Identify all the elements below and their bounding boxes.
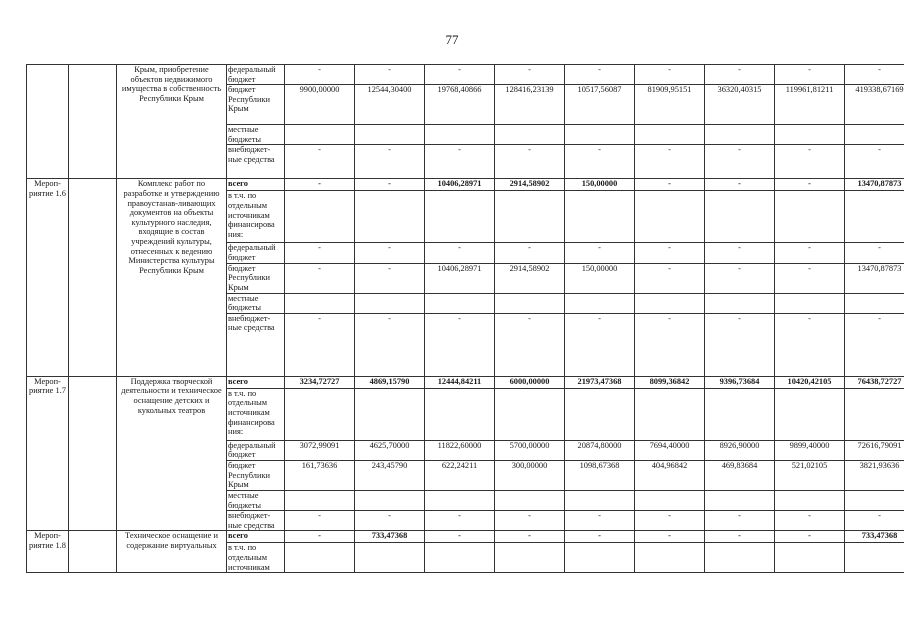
- year-value-cell: 9900,00000: [285, 85, 355, 125]
- year-value-cell: [355, 125, 425, 145]
- year-value-cell: 4869,15790: [355, 376, 425, 388]
- year-value-cell: -: [705, 263, 775, 293]
- year-value-cell: -: [285, 243, 355, 263]
- total-value-cell: 13470,87873: [845, 263, 904, 293]
- year-value-cell: 12444,84211: [425, 376, 495, 388]
- year-value-cell: [635, 293, 705, 313]
- year-value-cell: -: [705, 179, 775, 191]
- year-value-cell: -: [565, 511, 635, 531]
- year-value-cell: -: [285, 65, 355, 85]
- year-value-cell: -: [285, 511, 355, 531]
- year-value-cell: 4625,70000: [355, 440, 425, 460]
- year-value-cell: -: [425, 145, 495, 179]
- year-value-cell: 404,96842: [635, 460, 705, 490]
- year-value-cell: 2914,58902: [495, 263, 565, 293]
- year-value-cell: 243,45790: [355, 460, 425, 490]
- year-value-cell: [705, 191, 775, 243]
- year-value-cell: -: [495, 65, 565, 85]
- funding-source-cell: внебюджет-ные средства: [227, 145, 285, 179]
- year-value-cell: [705, 293, 775, 313]
- year-value-cell: -: [425, 531, 495, 543]
- year-value-cell: [355, 490, 425, 510]
- year-value-cell: -: [775, 65, 845, 85]
- measure-name-cell: Комплекс работ по разработке и утверждению правоустанав-ливающих документов на объекты культурного наследия, входящие в состав учреждений культуры, отнесенных к ведению Министерства культуры Республики Крым: [117, 179, 227, 376]
- year-value-cell: -: [285, 145, 355, 179]
- year-value-cell: -: [705, 313, 775, 376]
- year-value-cell: 11822,60000: [425, 440, 495, 460]
- year-value-cell: 2914,58902: [495, 179, 565, 191]
- total-value-cell: 733,47368: [845, 531, 904, 543]
- measure-code-cell: Мероп-риятие 1.7: [27, 376, 69, 531]
- funding-source-cell: в т.ч. по отдельным источникам финансирова ния:: [227, 388, 285, 440]
- responsible-cell: [69, 179, 117, 376]
- total-value-cell: -: [845, 243, 904, 263]
- year-value-cell: -: [775, 313, 845, 376]
- year-value-cell: 161,73636: [285, 460, 355, 490]
- year-value-cell: 36320,40315: [705, 85, 775, 125]
- year-value-cell: 10420,42105: [775, 376, 845, 388]
- year-value-cell: [285, 490, 355, 510]
- year-value-cell: [565, 293, 635, 313]
- year-value-cell: -: [355, 511, 425, 531]
- year-value-cell: -: [775, 511, 845, 531]
- year-value-cell: -: [495, 511, 565, 531]
- funding-source-cell: бюджет Республики Крым: [227, 460, 285, 490]
- year-value-cell: [635, 388, 705, 440]
- year-value-cell: -: [285, 531, 355, 543]
- year-value-cell: -: [495, 145, 565, 179]
- year-value-cell: -: [775, 531, 845, 543]
- year-value-cell: 521,02105: [775, 460, 845, 490]
- year-value-cell: -: [355, 179, 425, 191]
- year-value-cell: -: [425, 313, 495, 376]
- total-value-cell: [845, 125, 904, 145]
- year-value-cell: 469,83684: [705, 460, 775, 490]
- total-value-cell: [845, 490, 904, 510]
- funding-source-cell: всего: [227, 376, 285, 388]
- measure-code-cell: [27, 65, 69, 179]
- measure-name-cell: Крым, приобретение объектов недвижимого имущества в собственность Республики Крым: [117, 65, 227, 179]
- year-value-cell: -: [355, 243, 425, 263]
- year-value-cell: [425, 388, 495, 440]
- year-value-cell: -: [705, 531, 775, 543]
- year-value-cell: [565, 191, 635, 243]
- year-value-cell: [495, 490, 565, 510]
- year-value-cell: [775, 490, 845, 510]
- year-value-cell: -: [565, 65, 635, 85]
- year-value-cell: [285, 543, 355, 573]
- table-row: [27, 376, 904, 388]
- year-value-cell: -: [355, 65, 425, 85]
- year-value-cell: 9396,73684: [705, 376, 775, 388]
- year-value-cell: 128416,23139: [495, 85, 565, 125]
- funding-source-cell: федеральный бюджет: [227, 440, 285, 460]
- year-value-cell: 19768,40866: [425, 85, 495, 125]
- funding-source-cell: федеральный бюджет: [227, 65, 285, 85]
- year-value-cell: -: [425, 511, 495, 531]
- year-value-cell: [565, 125, 635, 145]
- measure-name-cell: Поддержка творческой деятельности и техническое оснащение детских и кукольных театров: [117, 376, 227, 531]
- total-value-cell: [845, 293, 904, 313]
- year-value-cell: [425, 293, 495, 313]
- funding-source-cell: федеральный бюджет: [227, 243, 285, 263]
- year-value-cell: 8099,36842: [635, 376, 705, 388]
- year-value-cell: -: [635, 263, 705, 293]
- year-value-cell: -: [565, 531, 635, 543]
- year-value-cell: [565, 388, 635, 440]
- year-value-cell: [635, 543, 705, 573]
- responsible-cell: [69, 531, 117, 573]
- total-value-cell: 3821,93636: [845, 460, 904, 490]
- year-value-cell: 10517,56087: [565, 85, 635, 125]
- measure-code-cell: Мероп-риятие 1.6: [27, 179, 69, 376]
- year-value-cell: 1098,67368: [565, 460, 635, 490]
- year-value-cell: -: [705, 511, 775, 531]
- year-value-cell: 21973,47368: [565, 376, 635, 388]
- year-value-cell: 119961,81211: [775, 85, 845, 125]
- year-value-cell: 81909,95151: [635, 85, 705, 125]
- year-value-cell: -: [635, 179, 705, 191]
- table-row: [27, 179, 904, 191]
- year-value-cell: -: [425, 243, 495, 263]
- table-row: [27, 65, 904, 85]
- year-value-cell: 6000,00000: [495, 376, 565, 388]
- year-value-cell: -: [635, 65, 705, 85]
- total-value-cell: [845, 388, 904, 440]
- year-value-cell: -: [775, 145, 845, 179]
- year-value-cell: [285, 125, 355, 145]
- year-value-cell: -: [565, 145, 635, 179]
- year-value-cell: 10406,28971: [425, 263, 495, 293]
- year-value-cell: [355, 191, 425, 243]
- year-value-cell: -: [635, 313, 705, 376]
- year-value-cell: [705, 388, 775, 440]
- year-value-cell: -: [355, 263, 425, 293]
- year-value-cell: -: [355, 313, 425, 376]
- year-value-cell: -: [775, 263, 845, 293]
- funding-source-cell: местные бюджеты: [227, 490, 285, 510]
- year-value-cell: [495, 388, 565, 440]
- total-value-cell: 76438,72727: [845, 376, 904, 388]
- year-value-cell: -: [285, 263, 355, 293]
- year-value-cell: -: [775, 179, 845, 191]
- year-value-cell: 7694,40000: [635, 440, 705, 460]
- year-value-cell: 20874,80000: [565, 440, 635, 460]
- year-value-cell: [775, 543, 845, 573]
- funding-source-cell: всего: [227, 531, 285, 543]
- year-value-cell: -: [565, 313, 635, 376]
- year-value-cell: [635, 191, 705, 243]
- year-value-cell: -: [285, 179, 355, 191]
- funding-source-cell: в т.ч. по отдельным источникам: [227, 543, 285, 573]
- year-value-cell: [425, 490, 495, 510]
- year-value-cell: [355, 293, 425, 313]
- year-value-cell: 622,24211: [425, 460, 495, 490]
- year-value-cell: 150,00000: [565, 263, 635, 293]
- total-value-cell: 419338,67169: [845, 85, 904, 125]
- total-value-cell: -: [845, 65, 904, 85]
- funding-source-cell: всего: [227, 179, 285, 191]
- funding-source-cell: внебюджет-ные средства: [227, 511, 285, 531]
- year-value-cell: [425, 125, 495, 145]
- table-row: [27, 531, 904, 543]
- total-value-cell: -: [845, 313, 904, 376]
- year-value-cell: 12544,30400: [355, 85, 425, 125]
- total-value-cell: [845, 191, 904, 243]
- funding-source-cell: местные бюджеты: [227, 293, 285, 313]
- year-value-cell: [495, 293, 565, 313]
- year-value-cell: [285, 293, 355, 313]
- year-value-cell: [635, 490, 705, 510]
- responsible-cell: [69, 376, 117, 531]
- funding-source-cell: бюджет Республики Крым: [227, 263, 285, 293]
- year-value-cell: 8926,90000: [705, 440, 775, 460]
- year-value-cell: [355, 388, 425, 440]
- year-value-cell: [425, 543, 495, 573]
- year-value-cell: -: [355, 145, 425, 179]
- year-value-cell: -: [495, 243, 565, 263]
- year-value-cell: 5700,00000: [495, 440, 565, 460]
- measure-code-cell: Мероп-риятие 1.8: [27, 531, 69, 573]
- year-value-cell: -: [565, 243, 635, 263]
- financing-table: [26, 64, 904, 573]
- year-value-cell: -: [705, 145, 775, 179]
- year-value-cell: 9899,40000: [775, 440, 845, 460]
- year-value-cell: [565, 543, 635, 573]
- year-value-cell: -: [425, 65, 495, 85]
- year-value-cell: -: [285, 313, 355, 376]
- funding-source-cell: бюджет Республики Крым: [227, 85, 285, 125]
- year-value-cell: [775, 293, 845, 313]
- year-value-cell: -: [775, 243, 845, 263]
- total-value-cell: 72616,79091: [845, 440, 904, 460]
- year-value-cell: -: [635, 145, 705, 179]
- year-value-cell: -: [635, 243, 705, 263]
- year-value-cell: [495, 543, 565, 573]
- year-value-cell: [495, 191, 565, 243]
- year-value-cell: 3234,72727: [285, 376, 355, 388]
- measure-name-cell: Техническое оснащение и содержание виртуальных: [117, 531, 227, 573]
- year-value-cell: [775, 191, 845, 243]
- year-value-cell: [705, 490, 775, 510]
- year-value-cell: 733,47368: [355, 531, 425, 543]
- year-value-cell: [495, 125, 565, 145]
- year-value-cell: -: [705, 65, 775, 85]
- year-value-cell: [285, 388, 355, 440]
- responsible-cell: [69, 65, 117, 179]
- year-value-cell: [285, 191, 355, 243]
- year-value-cell: -: [705, 243, 775, 263]
- year-value-cell: -: [635, 531, 705, 543]
- funding-source-cell: местные бюджеты: [227, 125, 285, 145]
- year-value-cell: 3072,99091: [285, 440, 355, 460]
- total-value-cell: [845, 543, 904, 573]
- year-value-cell: 300,00000: [495, 460, 565, 490]
- page-number: 77: [445, 32, 459, 47]
- total-value-cell: -: [845, 145, 904, 179]
- year-value-cell: [775, 125, 845, 145]
- year-value-cell: [775, 388, 845, 440]
- year-value-cell: -: [635, 511, 705, 531]
- funding-source-cell: внебюджет-ные средства: [227, 313, 285, 376]
- year-value-cell: -: [495, 313, 565, 376]
- year-value-cell: -: [495, 531, 565, 543]
- year-value-cell: [635, 125, 705, 145]
- year-value-cell: [355, 543, 425, 573]
- total-value-cell: -: [845, 511, 904, 531]
- year-value-cell: [425, 191, 495, 243]
- year-value-cell: 150,00000: [565, 179, 635, 191]
- year-value-cell: [705, 125, 775, 145]
- year-value-cell: [705, 543, 775, 573]
- total-value-cell: 13470,87873: [845, 179, 904, 191]
- year-value-cell: 10406,28971: [425, 179, 495, 191]
- year-value-cell: [565, 490, 635, 510]
- funding-source-cell: в т.ч. по отдельным источникам финансирова ния:: [227, 191, 285, 243]
